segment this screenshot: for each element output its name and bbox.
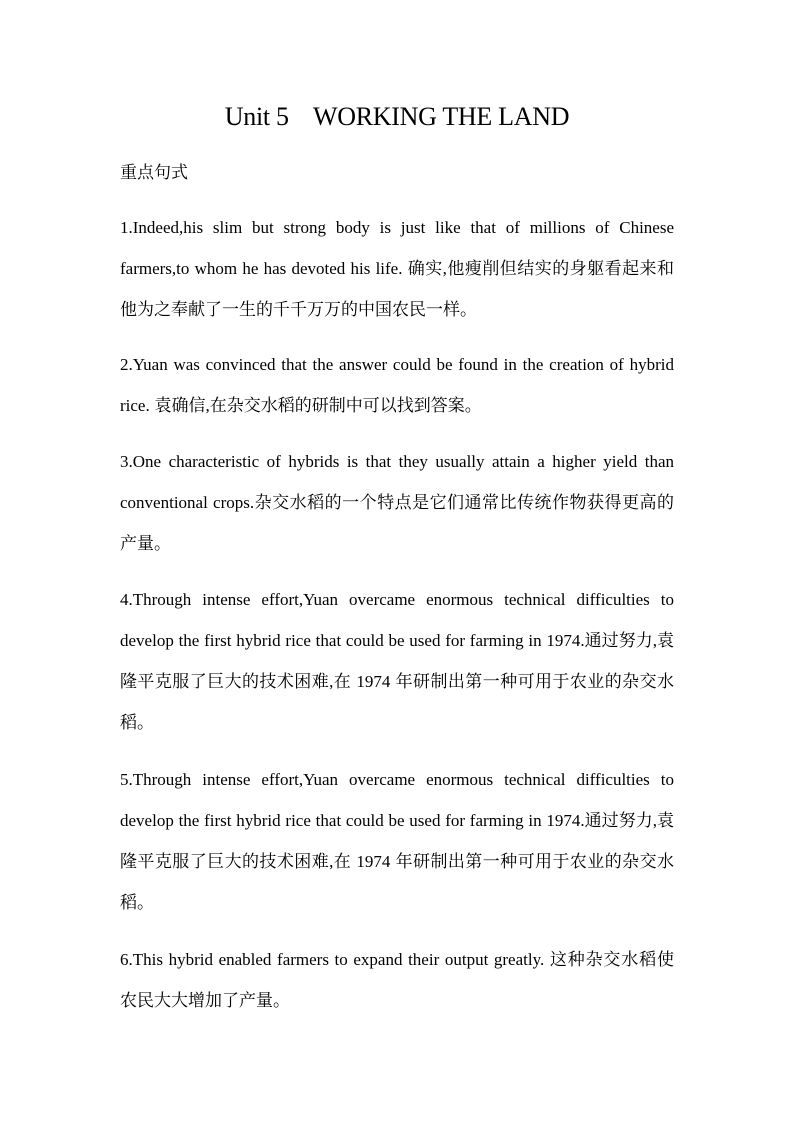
sentence-5 <box>120 759 674 923</box>
sentence-3 <box>120 441 674 564</box>
sentence-4-english: 4.Through intense effort,Yuan overcame enormous technical difficulties to develop the first hybrid rice that could be used for farming in 1974. <box>120 590 674 650</box>
sentence-5-english: 5.Through intense effort,Yuan overcame enormous technical difficulties to develop the first hybrid rice that could be used for farming in 1974. <box>120 770 674 830</box>
sentence-2 <box>120 344 674 426</box>
sentence-1-english: 1.Indeed,his slim but strong body is just like that of millions of Chinese farmers,to whom he has devoted his life. <box>120 218 674 278</box>
sentence-4 <box>120 579 674 743</box>
sentence-3-english: 3.One characteristic of hybrids is that they usually attain a higher yield than conventional crops. <box>120 452 674 512</box>
sentence-3-chinese: 杂交水稻的一个特点是它们通常比传统作物获得更高的产量。 <box>120 493 674 553</box>
section-heading: 重点句式 <box>120 163 188 182</box>
sentence-6-chinese: 这种杂交水稻使农民大大增加了产量。 <box>120 950 675 1010</box>
sentence-1 <box>120 207 674 330</box>
page-title: Unit 5 WORKING THE LAND <box>224 102 570 131</box>
sentence-5-chinese: 通过努力,袁隆平克服了巨大的技术困难,在 1974 年研制出第一种可用于农业的杂交水稻。 <box>120 811 675 912</box>
sentence-6-english: 6.This hybrid enabled farmers to expand their output greatly. <box>120 950 545 969</box>
sentence-4-chinese: 通过努力,袁隆平克服了巨大的技术困难,在 1974 年研制出第一种可用于农业的杂交水稻。 <box>120 631 675 732</box>
sentence-2-english: 2.Yuan was convinced that the answer could be found in the creation of hybrid rice. <box>120 355 674 415</box>
sentence-2-chinese: 袁确信,在杂交水稻的研制中可以找到答案。 <box>154 396 482 415</box>
sentence-1-chinese: 确实,他瘦削但结实的身躯看起来和他为之奉献了一生的千千万万的中国农民一样。 <box>120 259 675 319</box>
sentence-6 <box>120 939 674 1021</box>
